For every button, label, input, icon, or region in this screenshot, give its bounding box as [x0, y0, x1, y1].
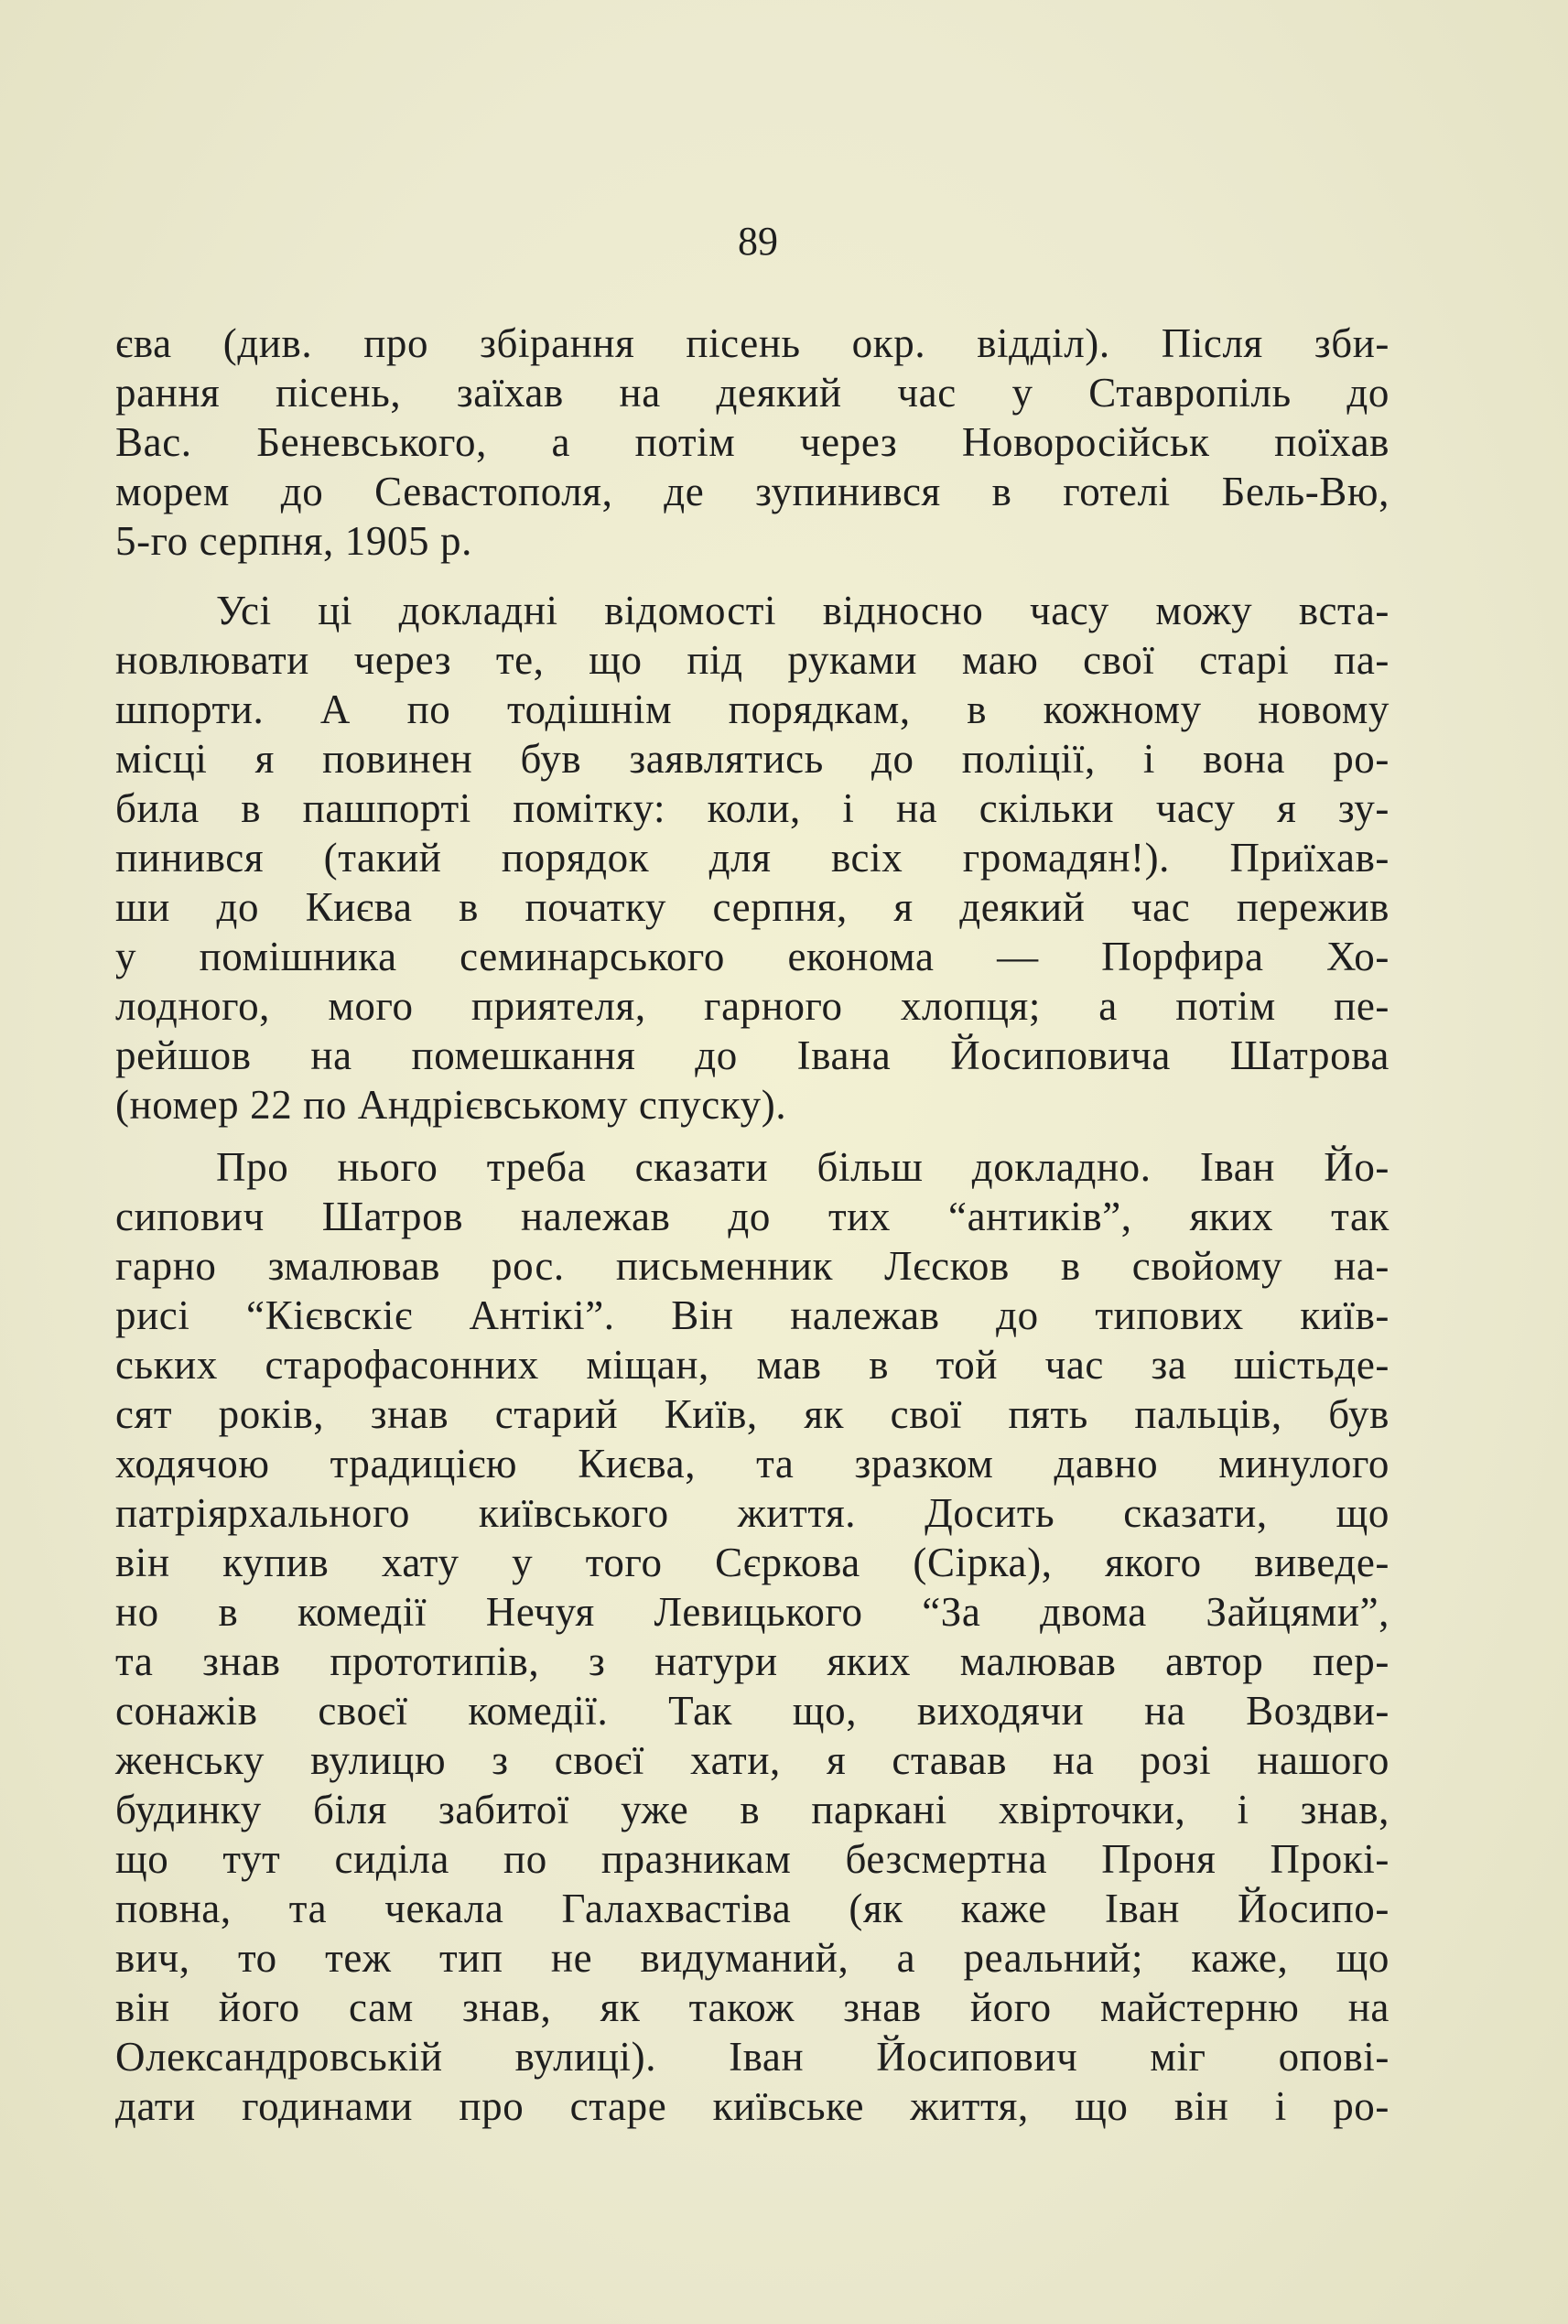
paragraph-3: [115, 1142, 1390, 2131]
text-line: Про нього треба сказати більш докладно. Іван Йо-: [216, 1144, 1390, 1190]
paragraph-2: [115, 586, 1390, 1130]
text-line: женську вулицю з своєї хати, я ставав на розі нашого: [115, 1737, 1390, 1783]
text-line: він його сам знав, як також знав його майстерню на: [115, 1984, 1390, 2030]
paragraph-1: [115, 319, 1390, 566]
text-line: єва (див. про збірання пісень окр. відділ). Після зби-: [115, 320, 1390, 366]
text-line: що тут сиділа по празникам безсмертна Проня Прокі-: [115, 1836, 1390, 1882]
text-line: била в пашпорті помітку: коли, і на скільки часу я зу-: [115, 785, 1390, 831]
text-line: новлювати через те, що під руками маю свої старі па-: [115, 637, 1390, 683]
text-line: Олександровській вулиці). Іван Йосипович міг опові-: [115, 2034, 1390, 2080]
text-line: шпорти. А по тодішнім порядкам, в кожному новому: [115, 686, 1390, 732]
text-line: місці я повинен був заявлятись до поліції, і вона ро-: [115, 736, 1390, 782]
text-line: будинку біля забитої уже в паркані хвірточки, і знав,: [115, 1787, 1390, 1832]
text-line: повна, та чекала Галахвастіва (як каже Іван Йосипо-: [115, 1886, 1390, 1931]
text-line: вич, то теж тип не видуманий, а реальний; каже, що: [115, 1935, 1390, 1981]
text-line: сят років, знав старий Київ, як свої пять пальців, був: [115, 1391, 1390, 1437]
text-line: Усі ці докладні відомості відносно часу можу вста-: [216, 588, 1390, 633]
text-line: рисі “Кієвскіє Антікі”. Він належав до типових київ-: [115, 1292, 1390, 1338]
text-line: 5-го серпня, 1905 р.: [115, 518, 472, 564]
text-line: він купив хату у того Сєркова (Сірка), якого виведе-: [115, 1540, 1390, 1585]
text-line: пинився (такий порядок для всіх громадян!). Приїхав-: [115, 835, 1390, 881]
text-line: ходячою традицією Києва, та зразком давно минулого: [115, 1441, 1390, 1486]
text-line: рейшов на помешкання до Івана Йосиповича Шатрова: [115, 1032, 1390, 1078]
text-line: но в комедії Нечуя Левицького “За двома Зайцями”,: [115, 1589, 1390, 1635]
text-line: морем до Севастополя, де зупинився в готелі Бель-Вю,: [115, 469, 1390, 514]
text-line: у помішника семинарського економа — Порфира Хо-: [115, 934, 1390, 979]
text-line: ши до Києва в початку серпня, я деякий час пережив: [115, 884, 1390, 930]
text-line: дати годинами про старе київське життя, що він і ро-: [115, 2083, 1390, 2129]
text-line: гарно змалював рос. письменник Лєсков в свойому на-: [115, 1243, 1390, 1289]
text-line: сипович Шатров належав до тих “антиків”, яких так: [115, 1194, 1390, 1239]
text-line: ських старофасонних міщан, мав в той час за шістьде-: [115, 1342, 1390, 1388]
page-number: 89: [738, 219, 778, 264]
text-line: лодного, мого приятеля, гарного хлопця; а потім пе-: [115, 983, 1390, 1029]
text-line: (номер 22 по Андрієвському спуску).: [115, 1082, 787, 1128]
text-line: патріярхального київського життя. Досить сказати, що: [115, 1490, 1390, 1536]
text-line: Вас. Беневського, а потім через Новоросійськ поїхав: [115, 419, 1390, 465]
text-line: сонажів своєї комедії. Так що, виходячи на Воздви-: [115, 1688, 1390, 1734]
text-line: рання пісень, заїхав на деякий час у Ставропіль до: [115, 370, 1390, 416]
text-line: та знав прототипів, з натури яких малював автор пер-: [115, 1638, 1390, 1684]
